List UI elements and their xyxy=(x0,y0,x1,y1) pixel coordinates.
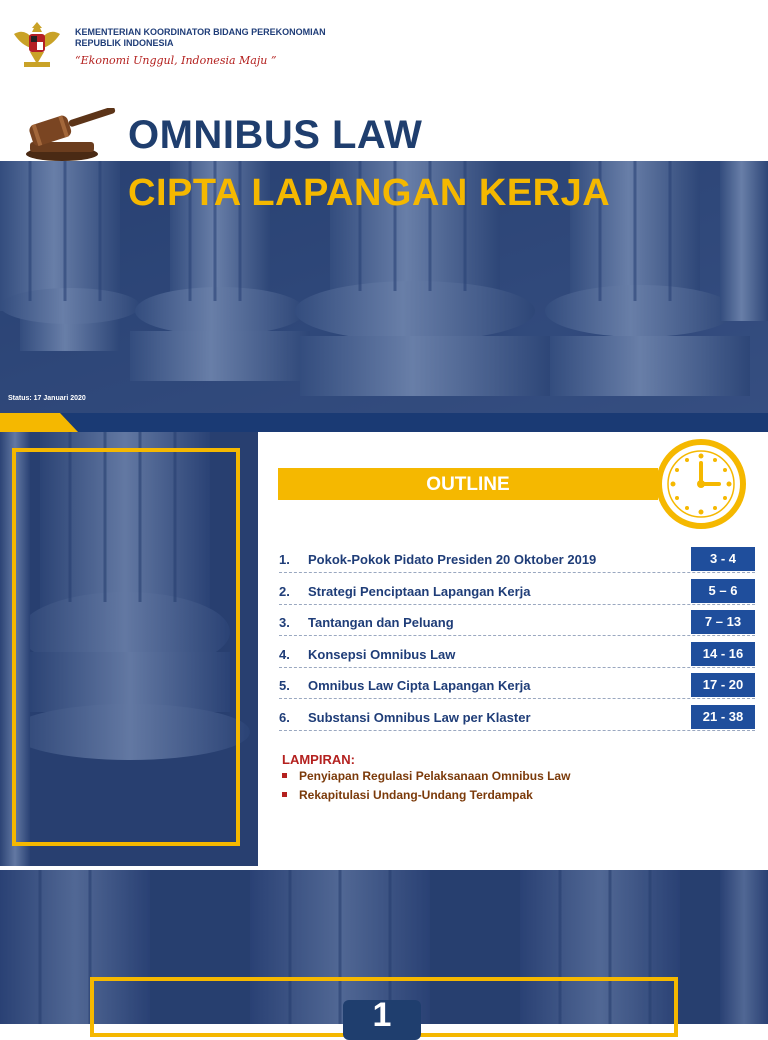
lampiran-item-text: Rekapitulasi Undang-Undang Terdampak xyxy=(299,788,533,802)
ministry-line-2: REPUBLIK INDONESIA xyxy=(75,38,174,48)
cover-title-line-1: OMNIBUS LAW xyxy=(128,113,423,157)
footer-bar xyxy=(0,413,768,432)
outline-item-1[interactable] xyxy=(279,546,755,573)
cover-title-line-2: CIPTA LAPANGAN KERJA xyxy=(128,172,611,214)
item-title: Pokok-Pokok Pidato Presiden 20 Oktober 2019 xyxy=(308,552,597,567)
item-title: Strategi Penciptaan Lapangan Kerja xyxy=(308,584,531,599)
page-range-badge: 14 - 16 xyxy=(691,642,755,666)
ministry-motto: “Ekonomi Unggul, Indonesia Maju ” xyxy=(75,54,277,67)
ministry-line-1: KEMENTERIAN KOORDINATOR BIDANG PEREKONOMIAN xyxy=(75,27,326,37)
outline-item-6[interactable] xyxy=(279,704,755,731)
item-number: 6. xyxy=(279,710,290,725)
item-number: 3. xyxy=(279,615,290,630)
outline-heading: OUTLINE xyxy=(426,474,510,495)
bullet-square-icon xyxy=(282,792,287,797)
page-range-badge: 3 - 4 xyxy=(691,547,755,571)
slide-separator xyxy=(0,866,768,870)
item-title: Konsepsi Omnibus Law xyxy=(308,647,456,662)
outline-item-3[interactable] xyxy=(279,609,755,636)
clock-icon xyxy=(655,438,747,530)
item-number: 1. xyxy=(279,552,290,567)
outline-slide xyxy=(0,432,768,866)
item-number: 5. xyxy=(279,678,290,693)
garuda-emblem-icon xyxy=(12,18,62,70)
page-range-badge: 17 - 20 xyxy=(691,673,755,697)
page-range-badge: 5 – 6 xyxy=(691,579,755,603)
image-frame xyxy=(12,448,240,846)
item-number: 2. xyxy=(279,584,290,599)
page-range-badge: 21 - 38 xyxy=(691,705,755,729)
item-number: 4. xyxy=(279,647,290,662)
item-title: Tantangan dan Peluang xyxy=(308,615,454,630)
footer-accent xyxy=(0,413,78,432)
outline-item-4[interactable] xyxy=(279,641,755,668)
section-number: 1 xyxy=(372,996,392,1034)
status-date: Status: 17 Januari 2020 xyxy=(8,395,86,402)
outline-item-2[interactable] xyxy=(279,578,755,605)
outline-item-5[interactable] xyxy=(279,672,755,699)
cover-slide xyxy=(0,0,768,432)
gavel-icon xyxy=(22,108,122,162)
lampiran-item-2[interactable] xyxy=(282,788,533,802)
lampiran-item-1[interactable] xyxy=(282,769,570,783)
item-title: Substansi Omnibus Law per Klaster xyxy=(308,710,531,725)
ministry-name xyxy=(75,27,326,49)
bullet-square-icon xyxy=(282,773,287,778)
lampiran-heading: LAMPIRAN: xyxy=(282,752,355,767)
page-range-badge: 7 – 13 xyxy=(691,610,755,634)
lampiran-item-text: Penyiapan Regulasi Pelaksanaan Omnibus Law xyxy=(299,769,571,783)
item-title: Omnibus Law Cipta Lapangan Kerja xyxy=(308,678,531,693)
